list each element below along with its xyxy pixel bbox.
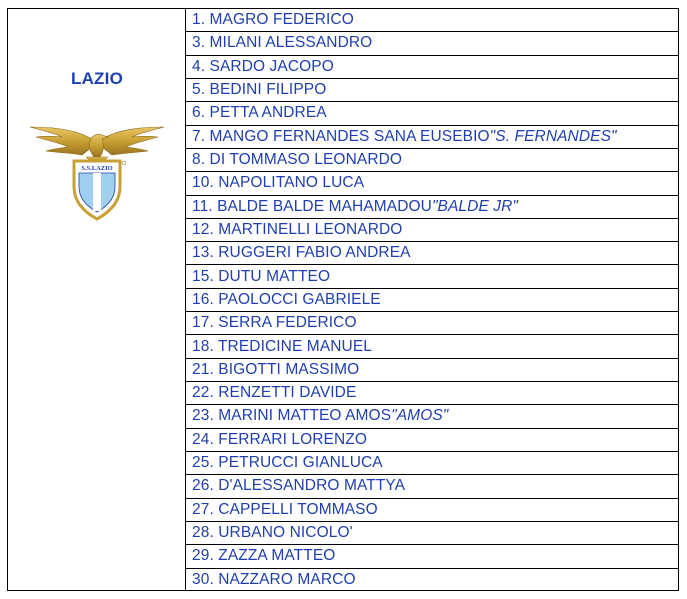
player-name: 27. CAPPELLI TOMMASO xyxy=(192,500,378,518)
player-row xyxy=(186,32,678,55)
player-name: 30. NAZZARO MARCO xyxy=(192,571,356,589)
player-name: 11. BALDE BALDE MAHAMADOU xyxy=(192,197,432,215)
player-name: 6. PETTA ANDREA xyxy=(192,104,327,122)
player-name: 24. FERRARI LORENZO xyxy=(192,430,368,448)
player-name: 10. NAPOLITANO LUCA xyxy=(192,174,365,192)
player-name: 16. PAOLOCCI GABRIELE xyxy=(192,290,381,308)
player-name: 17. SERRA FEDERICO xyxy=(192,314,357,332)
player-name: 4. SARDO JACOPO xyxy=(192,57,334,75)
player-row xyxy=(186,382,678,405)
player-name: 26. D'ALESSANDRO MATTYA xyxy=(192,477,406,495)
player-name: 13. RUGGERI FABIO ANDREA xyxy=(192,244,411,262)
player-name: 22. RENZETTI DAVIDE xyxy=(192,384,357,402)
player-row xyxy=(186,522,678,545)
player-row xyxy=(186,499,678,522)
player-row xyxy=(186,545,678,568)
player-row xyxy=(186,196,678,219)
player-row xyxy=(186,219,678,242)
team-cell xyxy=(8,9,186,590)
player-nickname: "S. FERNANDES" xyxy=(489,127,617,145)
player-name: 3. MILANI ALESSANDRO xyxy=(192,34,373,52)
player-row xyxy=(186,359,678,382)
player-row xyxy=(186,289,678,312)
player-row xyxy=(186,265,678,288)
player-name: 29. ZAZZA MATTEO xyxy=(192,547,336,565)
player-row xyxy=(186,102,678,125)
player-row xyxy=(186,405,678,428)
player-name: 5. BEDINI FILIPPO xyxy=(192,81,327,99)
player-row xyxy=(186,9,678,32)
player-name: 25. PETRUCCI GIANLUCA xyxy=(192,454,383,472)
player-row xyxy=(186,172,678,195)
crest-text: S.S.LAZIO xyxy=(81,165,113,172)
player-row xyxy=(186,452,678,475)
player-name: 28. URBANO NICOLO' xyxy=(192,524,353,542)
player-name: 23. MARINI MATTEO AMOS xyxy=(192,407,392,425)
player-nickname: "AMOS" xyxy=(391,407,449,425)
team-name: LAZIO xyxy=(71,69,123,88)
player-row xyxy=(186,475,678,498)
player-name: 21. BIGOTTI MASSIMO xyxy=(192,360,360,378)
player-row xyxy=(186,429,678,452)
player-nickname: "BALDE JR" xyxy=(431,197,519,215)
player-row xyxy=(186,149,678,172)
player-row xyxy=(186,312,678,335)
player-row xyxy=(186,79,678,102)
player-row xyxy=(186,569,678,592)
player-name: 15. DUTU MATTEO xyxy=(192,267,331,285)
player-name: 8. DI TOMMASO LEONARDO xyxy=(192,151,403,169)
player-row xyxy=(186,126,678,149)
player-row xyxy=(186,56,678,79)
player-list xyxy=(186,9,678,590)
ss-lazio-eagle-crest-icon xyxy=(24,121,170,221)
player-row xyxy=(186,242,678,265)
player-name: 12. MARTINELLI LEONARDO xyxy=(192,220,403,238)
player-name: 18. TREDICINE MANUEL xyxy=(192,337,373,355)
player-name: 1. MAGRO FEDERICO xyxy=(192,11,354,29)
player-row xyxy=(186,335,678,358)
roster-table xyxy=(7,8,679,591)
player-name: 7. MANGO FERNANDES SANA EUSEBIO xyxy=(192,127,490,145)
